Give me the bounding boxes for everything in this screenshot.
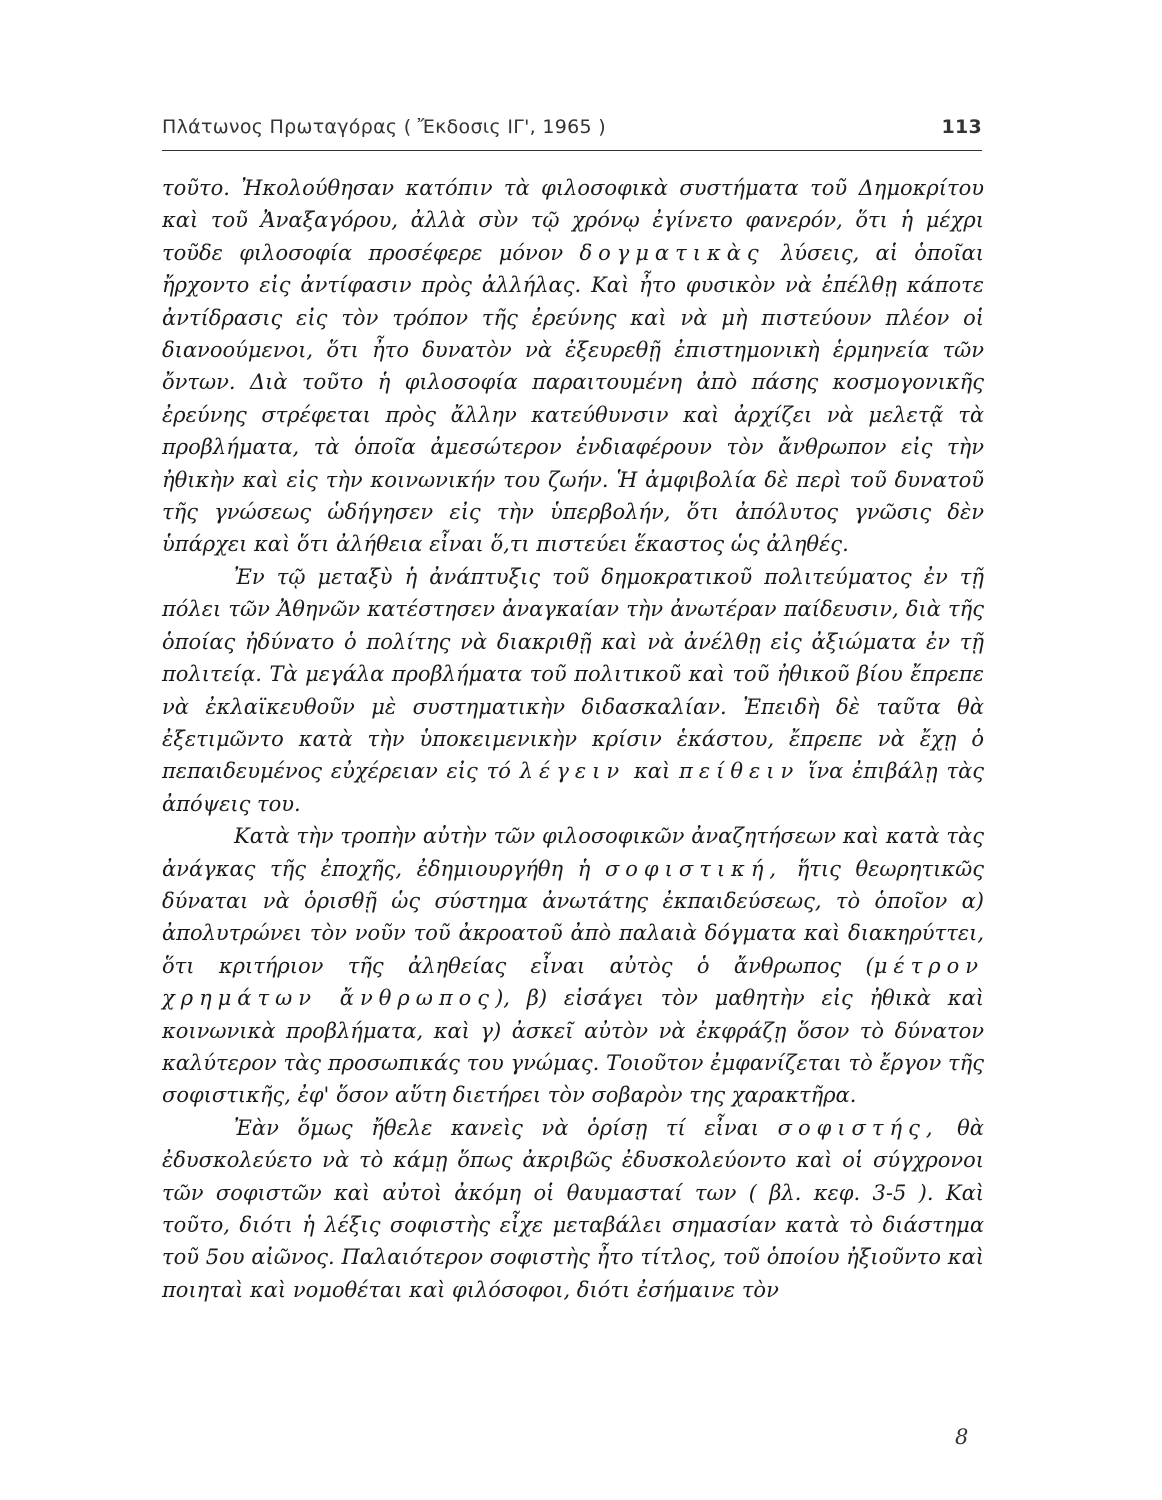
p1-text-2: λύσεις, αἱ ὁποῖαι ἤρχοντο εἰς ἀντίφασιν πρὸς ἀλλήλας. Καὶ ἦτο φυσικὸν νὰ ἐπέλθῃ κάποτε ἀντίδρασις εἰς τὸν τρόπον τῆς ἐρεύνης καὶ νὰ μὴ πιστεύουν πλέον οἱ διανοούμενοι, ὅτι ἦτο δυνατὸν νὰ ἐξευρεθῇ ἐπιστημονικὴ ἑρμηνεία τῶν ὄντων. Διὰ τοῦτο ἡ φιλοσοφία παραιτουμένη ἀπὸ πάσης κοσμογονικῆς ἐρεύνης στρέφεται πρὸς ἄλλην κατεύθυνσιν καὶ ἀρχίζει νὰ μελετᾷ τὰ προβλήματα, τὰ ὁποῖα ἀμεσώτερον ἐνδιαφέρουν τὸν ἄνθρωπον εἰς τὴν ἠθικὴν καὶ εἰς τὴν κοινωνικήν του ζωήν. Ἡ ἀμφιβολία δὲ περὶ τοῦ δυνατοῦ τῆς γνώσεως ὡδήγησεν εἰς τὴν ὑπερβολήν, ὅτι ἀπόλυτος γνῶσις δὲν ὑπάρχει καὶ ὅτι ἀλήθεια εἶναι ὅ,τι πιστεύει ἕκαστος ὡς ἀληθές. <box>162 240 984 557</box>
p4-text-2: θὰ ἐδυσκολεύετο νὰ τὸ κάμῃ ὅπως ἀκριβῶς ἐδυσκολεύοντο καὶ οἱ σύγχρονοι τῶν σοφιστῶν καὶ αὐτοὶ ἀκόμη οἱ θαυμασταί των ( βλ. κεφ. 3-5 ). Καὶ τοῦτο, διότι ἡ λέξις σοφιστὴς εἶχε μεταβάλει σημασίαν κατὰ τὸ διάστημα τοῦ 5ου αἰῶνος. Παλαιότερον σοφιστὴς ἦτο τίτλος, τοῦ ὁποίου ἠξιοῦντο καὶ ποιηταὶ καὶ νομοθέται καὶ φιλόσοφοι, διότι ἐσήμαινε τὸν <box>162 1115 984 1302</box>
signature-mark: 8 <box>955 1425 969 1449</box>
p3-emphasis-1: σοφιστική, <box>604 856 783 881</box>
p2-text-3: ἵνα ἐπιβάλῃ τὰς ἀπόψεις του. <box>162 759 985 816</box>
paragraph-1 <box>162 172 984 561</box>
header-rule <box>162 150 982 151</box>
paragraph-2 <box>162 561 984 820</box>
p1-text-1: τοῦτο. Ἠκολούθησαν κατόπιν τὰ φιλοσοφικὰ συστήματα τοῦ Δημοκρίτου καὶ τοῦ Ἀναξαγόρου, ἀλλὰ σὺν τῷ χρόνῳ ἐγίνετο φανερόν, ὅτι ἡ μέχρι τοῦδε φιλοσοφία προσέφερε μόνον <box>162 176 984 265</box>
p4-emphasis-1: σοφιστής, <box>777 1115 939 1140</box>
p3-text-3: ), β) εἰσάγει τὸν μαθητὴν εἰς ἠθικὰ καὶ κοινωνικὰ προβλήματα, καὶ γ) ἀσκεῖ αὐτὸν νὰ ἐκφράζῃ ὅσον τὸ δύνατον καλύτερον τὰς προσωπικάς του γνώμας. Τοιοῦτον ἐμφανίζεται τὸ ἔργον τῆς σοφιστικῆς, ἐφ' ὅσον αὕτη διετήρει τὸν σοβαρὸν της χαρακτῆρα. <box>162 986 984 1108</box>
p3-text-1: Κατὰ τὴν τροπὴν αὐτὴν τῶν φιλοσοφικῶν ἀναζητήσεων καὶ κατὰ τὰς ἀνάγκας τῆς ἐποχῆς, ἐδημιουργήθη ἡ <box>162 824 984 881</box>
p2-emphasis-2: πείθειν <box>679 759 800 784</box>
p2-text-1: Ἐν τῷ μεταξὺ ἡ ἀνάπτυξις τοῦ δημοκρατικοῦ πολιτεύματος ἐν τῇ πόλει τῶν Ἀθηνῶν κατέστησεν ἀναγκαίαν τὴν ἀνωτέραν παίδευσιν, διὰ τῆς ὁποίας ἠδύνατο ὁ πολίτης νὰ διακριθῇ καὶ νὰ ἀνέλθῃ εἰς ἀξιώματα ἐν τῇ πολιτείᾳ. Τὰ μεγάλα προβλήματα τοῦ πολιτικοῦ καὶ τοῦ ἠθικοῦ βίου ἔπρεπε νὰ ἐκλαϊκευθοῦν μὲ συστηματικὴν διδασκαλίαν. Ἐπειδὴ δὲ ταῦτα θὰ ἐξετιμῶντο κατὰ τὴν ὑποκειμενικὴν κρίσιν ἑκάστου, ἔπρεπε νὰ ἔχῃ ὁ πεπαιδευμένος εὐχέρειαν εἰς τό <box>162 564 984 784</box>
p1-emphasis-1: δογματικὰς <box>579 240 765 265</box>
paragraph-4 <box>162 1112 984 1306</box>
p2-emphasis-1: λέγειν <box>519 759 626 784</box>
p4-text-1: Ἐὰν ὅμως ἤθελε κανεὶς νὰ ὁρίσῃ τί εἶναι <box>234 1115 760 1140</box>
p3-emphasis-2: μέτρον χρημάτων ἄνθρωπος <box>162 953 984 1011</box>
running-header <box>162 116 982 148</box>
page-number: 113 <box>941 116 982 138</box>
paragraph-3 <box>162 820 984 1112</box>
header-title: Πλάτωνος Πρωταγόρας ( Ἔκδοσις ΙΓ', 1965 ) <box>162 116 606 138</box>
p3-text-2: ἥτις θεωρητικῶς δύναται νὰ ὁρισθῇ ὡς σύστημα ἀνωτάτης ἐκπαιδεύσεως, τὸ ὁποῖον α) ἀπολυτρώνει τὸν νοῦν τοῦ ἀκροατοῦ ἀπὸ παλαιὰ δόγματα καὶ διακηρύττει, ὅτι κριτήριον τῆς ἀληθείας εἶναι αὐτὸς ὁ ἄνθρωπος ( <box>162 856 984 978</box>
p2-text-2: καὶ <box>634 759 671 784</box>
body-text <box>162 172 984 1306</box>
